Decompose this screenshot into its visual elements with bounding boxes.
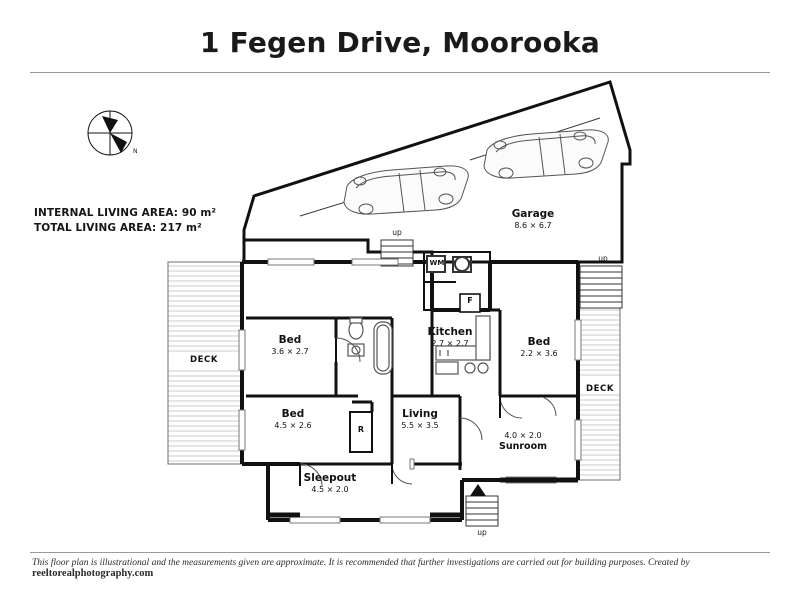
room-label-living: Living 5.5 × 3.5 <box>401 408 439 431</box>
car-rear-icon <box>484 130 608 178</box>
entry-arrow-icon <box>470 484 486 496</box>
robe-label: R <box>357 425 365 434</box>
up-label-bottom: up <box>477 528 487 537</box>
stairs-bottom <box>466 496 498 526</box>
car-front-icon <box>344 166 468 214</box>
room-label-bed-3: Bed 2.2 × 3.6 <box>520 336 558 359</box>
room-label-sunroom: 4.0 × 2.0 Sunroom <box>498 431 547 453</box>
disclaimer-text: This floor plan is illustrational and the measurements given are approximate. It is recommended that further investigations are carried out for building purposes. Created by <box>32 558 690 568</box>
deck-label-left: DECK <box>190 355 219 365</box>
up-label-top: up <box>392 228 402 237</box>
svg-text:N: N <box>133 148 138 155</box>
stairs-right <box>580 266 622 308</box>
room-label-bed-1: Bed 3.6 × 2.7 <box>271 334 309 357</box>
room-label-garage: Garage 8.6 × 6.7 <box>511 208 555 231</box>
internal-living-area: INTERNAL LIVING AREA: 90 m² <box>34 207 217 219</box>
robe-shelf <box>352 402 372 412</box>
total-living-area: TOTAL LIVING AREA: 217 m² <box>34 222 202 234</box>
room-label-kitchen: Kitchen 2.7 × 2.7 <box>427 326 473 349</box>
deck-label-right: DECK <box>586 384 615 394</box>
washing-machine-label: WM <box>429 259 445 267</box>
brand-name: reeltorealphotography.com <box>32 568 154 579</box>
page-title: 1 Fegen Drive, Moorooka <box>200 26 600 59</box>
footer-divider <box>30 552 770 553</box>
bathroom-fixtures <box>348 318 392 374</box>
room-label-bed-2: Bed 4.5 × 2.6 <box>274 408 312 431</box>
fridge-label: F <box>467 296 473 305</box>
up-label-right: up <box>598 254 608 263</box>
footer-disclaimer <box>32 558 772 579</box>
room-label-sleepout: Sleepout 4.5 × 2.0 <box>303 472 357 495</box>
